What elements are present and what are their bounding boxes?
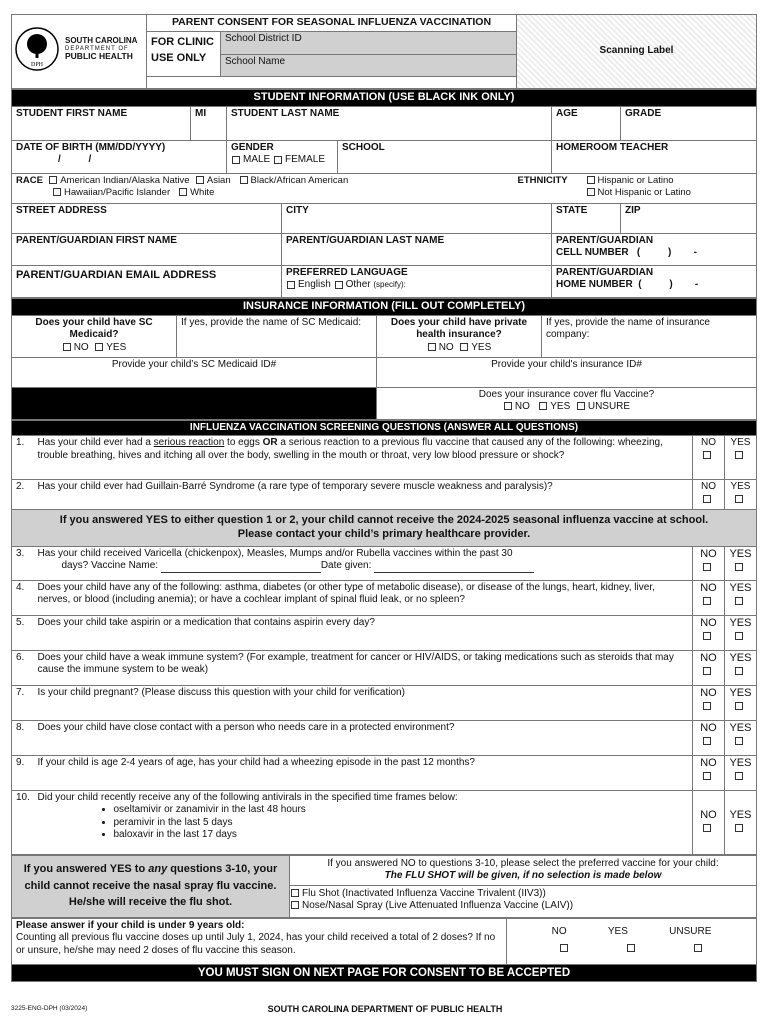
q5-yes-checkbox[interactable] <box>735 632 743 640</box>
female-checkbox[interactable] <box>274 156 282 164</box>
q2-text: Has your child ever had Guillain-Barré Syndrome (a rare type of temporary severe muscle weakness and paralysis)? <box>34 480 693 510</box>
medicaid-no-checkbox[interactable] <box>63 343 71 351</box>
race-asian-label: Asian <box>206 174 231 186</box>
medicaid-yes-checkbox[interactable] <box>95 343 103 351</box>
q3-text-a: Has your child received Varicella (chickenpox), Measles, Mumps and/or Rubella vaccines within the past 30 <box>37 547 513 559</box>
q9-yes-label: YES <box>729 756 752 769</box>
tree-seal-icon <box>14 26 60 72</box>
preference-note: The FLU SHOT will be given, if no selection is made below <box>384 870 662 881</box>
q6-yes-checkbox[interactable] <box>735 667 743 675</box>
q9-no-label: NO <box>700 756 717 769</box>
q10-no-checkbox[interactable] <box>703 824 711 832</box>
flu-shot-checkbox[interactable] <box>291 889 299 897</box>
private-insurance-question <box>377 315 542 357</box>
under9-yes-label: YES <box>607 925 628 937</box>
question-7 <box>12 685 757 720</box>
nasal-spray-checkbox[interactable] <box>291 901 299 909</box>
q8-no-checkbox[interactable] <box>703 737 711 745</box>
q5-no-checkbox[interactable] <box>703 632 711 640</box>
state-field[interactable]: STATE <box>552 203 621 233</box>
dph-logo <box>12 15 147 89</box>
coverage-unsure-checkbox[interactable] <box>577 402 585 410</box>
q6-no-label: NO <box>700 651 717 664</box>
blacked-out-area <box>12 387 377 419</box>
q7-yes-label: YES <box>729 686 752 699</box>
male-label: MALE <box>243 154 271 166</box>
race-ai-label: American Indian/Alaska Native <box>60 174 190 186</box>
q3-text <box>34 546 693 580</box>
consent-form <box>11 14 757 982</box>
q6-yes <box>724 650 756 685</box>
insurance-section-title: INSURANCE INFORMATION (FILL OUT COMPLETELY) <box>12 298 757 315</box>
q10-no <box>692 790 724 854</box>
q1-no-checkbox[interactable] <box>703 451 711 459</box>
q7-no-label: NO <box>700 686 717 699</box>
under9-yes-checkbox[interactable] <box>627 944 635 952</box>
question-6 <box>12 650 757 685</box>
q5-number: 5. <box>12 615 34 650</box>
q10-yes-label: YES <box>729 808 752 821</box>
coverage-yes-label: YES <box>550 401 571 412</box>
q2-yes-label: YES <box>730 481 751 492</box>
q5-no <box>692 615 724 650</box>
q9-number: 9. <box>12 755 34 790</box>
under9-no-label: NO <box>551 925 567 937</box>
sign-next-page-bar: YOU MUST SIGN ON NEXT PAGE FOR CONSENT TO BE ACCEPTED <box>12 964 757 981</box>
under-9-answers <box>507 918 757 964</box>
race-white-checkbox[interactable] <box>179 188 187 196</box>
q7-text: Is your child pregnant? (Please discuss this question with your child for verification) <box>34 685 693 720</box>
specify-label: (specify): <box>373 280 406 290</box>
q3-vaccine-name-line[interactable] <box>161 564 321 573</box>
student-grade[interactable]: GRADE <box>621 106 757 140</box>
question-5 <box>12 615 757 650</box>
q10-antiviral-item: • oseltamivir or zanamivir in the last 48 hours <box>114 804 688 817</box>
date-of-birth[interactable] <box>12 140 227 173</box>
hispanic-label: Hispanic or Latino <box>597 174 674 186</box>
q9-no-checkbox[interactable] <box>703 772 711 780</box>
q1-yes <box>724 436 756 480</box>
coverage-no-checkbox[interactable] <box>504 402 512 410</box>
screening-questions <box>11 420 757 855</box>
question-9 <box>12 755 757 790</box>
q2-yes-checkbox[interactable] <box>735 495 743 503</box>
student-age[interactable]: AGE <box>552 106 621 140</box>
q4-text: Does your child have any of the following: asthma, diabetes (or other type of metabolic disease), or disease of the lungs, heart, kidney, liver, nerves, or blood (including anemia); or have a cochlear implant of spinal fluid leak, or no spleen? <box>34 580 693 615</box>
q8-no-label: NO <box>700 721 717 734</box>
ethnicity-label: ETHNICITY <box>517 174 568 186</box>
insurance-information <box>11 298 757 420</box>
zip-field[interactable]: ZIP <box>621 203 757 233</box>
other-language-checkbox[interactable] <box>335 281 343 289</box>
medicaid-question-text: Does your child have SC Medicaid? <box>35 316 153 340</box>
private-no-checkbox[interactable] <box>428 343 436 351</box>
nasal-notice-b: questions 3-10, your child cannot receive the nasal spray flu vaccine. He/she will receive the flu shot. <box>24 863 278 909</box>
q4-yes-checkbox[interactable] <box>735 597 743 605</box>
q3-no <box>692 546 724 580</box>
student-information <box>11 89 757 298</box>
not-hispanic-label: Not Hispanic or Latino <box>597 186 691 198</box>
under9-unsure-label: UNSURE <box>669 925 712 937</box>
q6-no <box>692 650 724 685</box>
race-hpi-checkbox[interactable] <box>53 188 61 196</box>
pg-email-field[interactable]: PARENT/GUARDIAN EMAIL ADDRESS <box>12 265 282 297</box>
race-black-label: Black/African American <box>250 174 349 186</box>
race-ai-checkbox[interactable] <box>49 176 57 184</box>
male-checkbox[interactable] <box>232 156 240 164</box>
q1-no-label: NO <box>700 437 716 448</box>
nasal-spray-label: Nose/Nasal Spray (Live Attenuated Influenza Vaccine (LAIV)) <box>302 900 574 911</box>
vaccine-preference <box>11 855 757 918</box>
other-language-label: Other <box>345 279 371 291</box>
q1-text-b: to eggs <box>224 437 263 448</box>
medicaid-question <box>12 315 177 357</box>
q3-yes-label: YES <box>729 547 752 560</box>
clinic-use-box <box>146 31 517 77</box>
q1-text <box>34 436 693 480</box>
q8-no <box>692 720 724 755</box>
question-8 <box>12 720 757 755</box>
q3-yes-checkbox[interactable] <box>735 563 743 571</box>
english-label: English <box>298 279 331 291</box>
female-label: FEMALE <box>285 154 326 166</box>
preferred-vaccine-selection <box>290 855 757 917</box>
coverage-unsure-label: UNSURE <box>587 401 631 412</box>
race-white-label: White <box>190 186 215 198</box>
private-question-text: Does your child have private health insurance? <box>390 316 528 340</box>
screening-section-title: INFLUENZA VACCINATION SCREENING QUESTIONS (ANSWER ALL QUESTIONS) <box>12 420 757 436</box>
gender-field <box>227 140 338 173</box>
q1-text-a: Has your child ever had a <box>37 437 154 448</box>
q3-number: 3. <box>12 546 34 580</box>
insurance-company-field[interactable]: If yes, provide the name of insurance company: <box>542 315 757 357</box>
seal-text: DPH <box>30 62 44 68</box>
q4-yes-label: YES <box>729 581 752 594</box>
preferred-language-label: PREFERRED LANGUAGE <box>286 266 408 278</box>
q10-question: Did your child recently receive any of the following antivirals in the specified time frames below: <box>37 791 458 803</box>
gender-label: GENDER <box>231 141 274 153</box>
race-black-checkbox[interactable] <box>240 176 248 184</box>
contraindication-warning <box>12 510 757 547</box>
student-section-title: STUDENT INFORMATION (USE BLACK INK ONLY) <box>12 90 757 107</box>
department-footer: SOUTH CAROLINA DEPARTMENT OF PUBLIC HEALTH <box>267 1004 503 1014</box>
q10-text <box>34 790 693 854</box>
q10-antiviral-item: • baloxavir in the last 17 days <box>114 829 688 842</box>
pg-first-name-field[interactable]: PARENT/GUARDIAN FIRST NAME <box>12 233 282 265</box>
under9-unsure-checkbox[interactable] <box>694 944 702 952</box>
q4-no-checkbox[interactable] <box>703 597 711 605</box>
medicaid-name-field[interactable]: If yes, provide the name of SC Medicaid: <box>177 315 377 357</box>
q1-text-c: a serious reaction to a previous flu vaccine that caused any of the following: wheezing, trouble breathing, hives and itching all over the body, swelling in the mouth or throat, very low blood pressure or shock? <box>37 437 663 461</box>
q10-no-label: NO <box>700 808 717 821</box>
q9-yes-checkbox[interactable] <box>735 772 743 780</box>
q3-date-given-line[interactable] <box>374 564 534 573</box>
dob-label: DATE OF BIRTH (MM/DD/YYYY) <box>16 141 166 153</box>
q1-no <box>692 436 724 480</box>
pg-home-number: HOME NUMBER ( ) - <box>556 279 699 291</box>
pg-last-name-field[interactable]: PARENT/GUARDIAN LAST NAME <box>282 233 552 265</box>
race-asian-checkbox[interactable] <box>196 176 204 184</box>
student-mi[interactable]: MI <box>191 106 227 140</box>
under-9-question-text: Counting all previous flu vaccine doses up until July 1, 2024, has your child received a total of 2 doses? If no or unsure, he/she may need 2 doses of flu vaccine this season. <box>16 932 496 956</box>
form-code: 3225-ENG-DPH (03/2024) <box>11 1005 88 1012</box>
q10-yes <box>724 790 756 854</box>
scanning-label: Scanning Label <box>517 15 757 89</box>
org-line-2: DEPARTMENT OF <box>65 45 129 52</box>
medicaid-id-field[interactable]: Provide your child’s SC Medicaid ID# <box>12 357 377 387</box>
q4-no <box>692 580 724 615</box>
q8-yes-checkbox[interactable] <box>735 737 743 745</box>
q5-yes-label: YES <box>729 616 752 629</box>
q4-number: 4. <box>12 580 34 615</box>
q4-yes <box>724 580 756 615</box>
q6-text: Does your child have a weak immune system? (For example, treatment for cancer or HIV/AIDS, or taking medications such as steroids that may cause the immune system to be weak) <box>34 650 693 685</box>
flu-coverage-question <box>377 387 757 419</box>
pg-cell-label: PARENT/GUARDIAN <box>556 234 654 246</box>
q3-no-checkbox[interactable] <box>703 563 711 571</box>
q9-yes <box>724 755 756 790</box>
question-1 <box>12 436 757 480</box>
insurance-id-field[interactable]: Provide your child's insurance ID# <box>377 357 757 387</box>
under-9-text <box>12 918 507 964</box>
warning-line-1: If you answered YES to either question 1 or 2, your child cannot receive the 2024-2025 seasonal influenza vaccine at school. <box>59 514 709 526</box>
under9-no-checkbox[interactable] <box>560 944 568 952</box>
q2-no-label: NO <box>700 481 716 492</box>
q6-yes-label: YES <box>729 651 752 664</box>
q10-yes-checkbox[interactable] <box>735 824 743 832</box>
q3-no-label: NO <box>700 547 717 560</box>
q8-yes-label: YES <box>729 721 752 734</box>
flu-shot-label: Flu Shot (Inactivated Influenza Vaccine Trivalent (IIV3)) <box>302 887 546 899</box>
student-last-name[interactable]: STUDENT LAST NAME <box>227 106 552 140</box>
private-yes-label: YES <box>471 341 492 353</box>
q6-no-checkbox[interactable] <box>703 667 711 675</box>
q5-text: Does your child take aspirin or a medication that contains aspirin every day? <box>34 615 693 650</box>
coverage-no-label: NO <box>514 401 530 412</box>
nasal-spray-notice <box>12 855 290 917</box>
ethnicity-field <box>514 173 757 203</box>
q8-number: 8. <box>12 720 34 755</box>
city-field[interactable]: CITY <box>282 203 552 233</box>
private-yes-checkbox[interactable] <box>460 343 468 351</box>
q2-no <box>692 480 724 510</box>
q7-no-checkbox[interactable] <box>703 702 711 710</box>
private-no-label: NO <box>438 341 454 353</box>
race-hpi-label: Hawaiian/Pacific Islander <box>64 186 171 198</box>
question-4 <box>12 580 757 615</box>
q9-text: If your child is age 2-4 years of age, has your child had a wheezing episode in the past 12 months? <box>34 755 693 790</box>
q7-no <box>692 685 724 720</box>
q2-number: 2. <box>12 480 34 510</box>
english-checkbox[interactable] <box>287 281 295 289</box>
q4-no-label: NO <box>700 581 717 594</box>
q5-no-label: NO <box>700 616 717 629</box>
q1-serious-reaction: serious reaction <box>153 437 225 448</box>
q2-yes <box>724 480 756 510</box>
student-first-name[interactable]: STUDENT FIRST NAME <box>12 106 191 140</box>
medicaid-yes-label: YES <box>106 341 127 353</box>
q10-number: 10. <box>12 790 34 854</box>
q1-or: OR <box>262 437 278 448</box>
street-address-field[interactable]: STREET ADDRESS <box>12 203 282 233</box>
warning-line-2: Please contact your child’s primary healthcare provider. <box>237 527 531 540</box>
q8-yes <box>724 720 756 755</box>
medicaid-no-label: NO <box>73 341 89 353</box>
question-10 <box>12 790 757 854</box>
q3-date-given-label: Date given: <box>320 560 372 571</box>
race-label: RACE <box>16 174 43 186</box>
preferred-language-field <box>282 265 552 297</box>
q10-antiviral-item: • peramivir in the last 5 days <box>114 817 688 830</box>
q1-yes-label: YES <box>730 437 751 448</box>
q7-number: 7. <box>12 685 34 720</box>
question-3 <box>12 546 757 580</box>
clinic-use-label: FOR CLINIC USE ONLY <box>147 32 221 77</box>
q3-vaccine-name-label: days? Vaccine Name: <box>61 560 159 571</box>
race-field <box>12 173 514 203</box>
not-hispanic-checkbox[interactable] <box>587 188 595 196</box>
pg-home-number-field[interactable] <box>552 265 757 297</box>
q7-yes-checkbox[interactable] <box>735 702 743 710</box>
q8-text: Does your child have close contact with a person who needs care in a protected environment? <box>34 720 693 755</box>
form-title: PARENT CONSENT FOR SEASONAL INFLUENZA VACCINATION <box>147 15 517 89</box>
org-line-1: SOUTH CAROLINA <box>65 36 138 46</box>
org-line-3: PUBLIC HEALTH <box>65 50 133 61</box>
coverage-question-text: Does your insurance cover flu Vaccine? <box>478 388 655 400</box>
homeroom-teacher-field[interactable]: HOMEROOM TEACHER <box>552 140 757 173</box>
q5-yes <box>724 615 756 650</box>
q1-number: 1. <box>12 436 34 480</box>
nasal-notice-any: any <box>148 863 168 876</box>
pg-home-label: PARENT/GUARDIAN <box>556 266 654 278</box>
under-9-title: Please answer if your child is under 9 years old: <box>16 919 245 931</box>
q1-yes-checkbox[interactable] <box>735 451 743 459</box>
q9-no <box>692 755 724 790</box>
school-district-id-field[interactable]: School District ID <box>221 32 517 55</box>
q3-yes <box>724 546 756 580</box>
q2-no-checkbox[interactable] <box>703 495 711 503</box>
coverage-yes-checkbox[interactable] <box>539 402 547 410</box>
dob-slashes: / / <box>58 154 92 166</box>
q7-yes <box>724 685 756 720</box>
school-name-field[interactable]: School Name <box>221 54 517 77</box>
q6-number: 6. <box>12 650 34 685</box>
pg-cell-number-field[interactable] <box>552 233 757 265</box>
preference-intro: If you answered NO to questions 3-10, please select the preferred vaccine for your child: <box>327 857 719 869</box>
school-field[interactable]: SCHOOL <box>338 140 552 173</box>
pg-cell-number: CELL NUMBER ( ) - <box>556 247 697 259</box>
hispanic-checkbox[interactable] <box>587 176 595 184</box>
under-9-question <box>11 918 757 982</box>
nasal-notice-a: If you answered YES to <box>23 863 149 876</box>
question-2 <box>12 480 757 510</box>
